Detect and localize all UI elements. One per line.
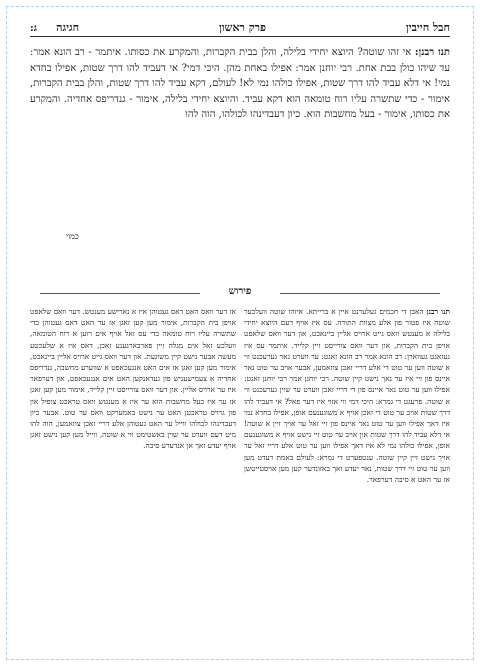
header-chapter-number: פרק ראשון	[219, 21, 267, 34]
perush-left-text: אז דער וואס האט דאס געטוהן איז א נארישע מענטש. דער וואס שלאפט אויפן בית הקברות, אימור מען קען זאגן אז ער האט דאס געטוהן כדי שתשרה עליו רוח טומאה כדי עס זאל אויף אים רוען א רוח הטומאה, וועלכע זאל אים מגלה זיין פארבארגענע זאכן, דאס איז א שלעכטע מעשה אבער נישט קיין משוגעת. און דער וואס גייט ארויס אליין ביינאכט, אימור מען קען זאגן אז אים האט אנגעכאפט א שווערע מחשבה, גנדריפס אחדיה א צעמישעניש פון געדאנקען האט אים אנגעכאפט, און דערפאר איז ער ארויס אליין. און דער וואס צורייסט זיין קלייד, אימור מען קען זאגן אז ער איז בעל מחשבות הוא ער איז א מענטש וואס טראכט צופיל און פון גרויס טראכטן האט ער נישט באמערקט וואס ער טוט. אבער כיון דעבדינהו לכולהו ווייל ער האט געטוהן אלע דריי זאכן צוזאמען, הוה להו מיט דעם ווערט ער שוין באשטימט ווי א שוטה, ווייל מען קען נישט זאגן אויף יעדע זאך אן אנדערע סיבה.	[30, 307, 236, 451]
signature-mark: כמוי	[66, 232, 79, 241]
perush-column-left	[30, 306, 236, 650]
page-border-right	[473, 6, 474, 660]
header-page-number: ג:	[30, 23, 37, 34]
page-border-top	[6, 6, 474, 7]
perush-rule-right	[280, 293, 440, 294]
header-chapter-name: חבל חייבין	[405, 21, 450, 34]
perush-right-text: האבן די חכמים געלערנט איין א ברייתא. איזהו שוטה וועלכער שוטה איז פטור פון אלע מצוות התורה. עס איז אויף דעם היוצא יחידי בלילה א מענטש וואס גייט ארויס אליין ביינאכט, און דער וואס שלאפט אויפן בית הקברות, און דער וואס צורייסט זיין קלייד. איתמר עס איז געזאגט געווארן: רב הונא אמר רב הונא זאגט: ער ווערט נאר גערעכנט ווי א שוטה ווען ער טוט די אלע דריי זאכן צוזאמען, אבער אויב ער טוט נאר איינס פון זיי איז ער נאך נישט קיין שוטה. רבי יוחנן אמר רבי יוחנן זאגט: אפילו ווען ער טוט נאר איינס פון די דריי זאכן ווערט ער שוין גערעכנט ווי א שוטה. פרעגט די גמרא: היכי דמי ווי אזוי איז דער פאל? אי דעביד להו דרך שטות אויב ער טוט די זאכן אויף א משוגענעם אופן, אפילו בחדא נמי איז דאך אפילו ווען ער טוט נאר איינס פון זיי זאל ער אויך זיין א שוטה! אי דלא עביד להו דרך שטות און אויב ער טוט זיי נישט אויף א משוגענעם אופן, אפילו כולהו נמי לא איז דאך אפילו ווען ער טוט אלע דריי זאל ער אויך נישט זיין קיין שוטה. ענטפערט די גמרא: לעולם באמת רעדט מען ווען ער טוט זיי דרך שטות, נאר יעדע זאך באזונדער קען מען אויסטייטשן אז ער האט א סיבה דערפאר.	[244, 307, 450, 485]
gemara-body: אי זהו שוטה? היוצא יחידי בלילה, והלן בבית הקברות, והמקרע את כסותו. איתמר - רב הונא אמר: עד שיהו כולן בבת אחת. רבי יוחנן אמר: אפילו באחת מהן. היכי דמי? אי דעביד להו דרך שטות, אפילו בחדא נמי! אי דלא עביד להו דרך שטות, אפילו כולהו נמי לא! לעולם, דקא עביד להו דרך שטות, והלן בבית הקברות, אימור - כדי שתשרה עליו רוח טומאה הוא דקא עביד. והיוצא יחידי בלילה, אימור - גנדריפס אחדיה. והמקרע את כסותו, אימור - בעל מחשבות הוא. כיון דעבדינהו לכולהו, הוה להו	[30, 47, 450, 121]
gemara-lead: תנו רבנן:	[414, 47, 450, 58]
header-tractate	[30, 21, 79, 34]
page-border-left	[6, 6, 7, 660]
perush-lead: תנו רבנן	[426, 307, 450, 316]
perush-title: פירוש	[228, 286, 252, 297]
page	[30, 18, 450, 650]
header-tractate-title: חגיגה	[56, 21, 80, 34]
perush-rule-left	[40, 293, 200, 294]
gemara-text	[30, 45, 450, 250]
perush-columns	[30, 306, 450, 650]
page-header	[30, 18, 450, 37]
perush-heading	[30, 286, 450, 300]
page-border-bottom	[6, 659, 474, 660]
perush-column-right	[244, 306, 450, 650]
